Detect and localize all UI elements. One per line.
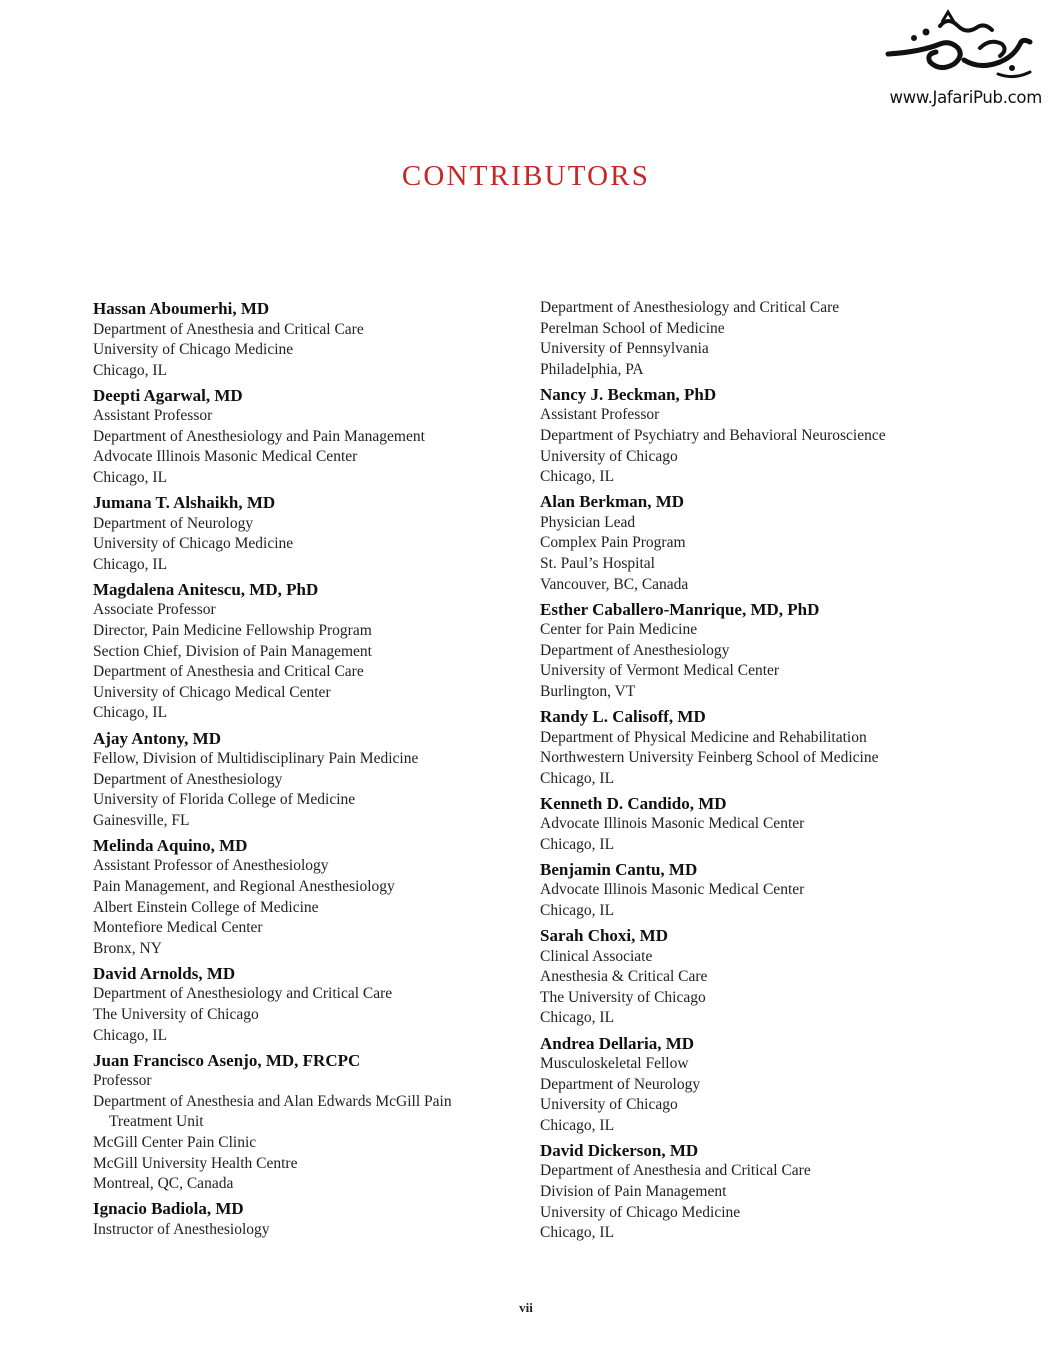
page-number: vii [519,1300,533,1315]
contributor-affiliation-line: Bronx, NY [93,939,162,957]
contributor-name: Jumana T. Alshaikh, MD [93,493,276,513]
contributor-entry [540,859,1010,922]
contributor-affiliation-line: McGill Center Pain Clinic [93,1133,257,1151]
contributor-name: Andrea Dellaria, MD [540,1033,695,1053]
contributor-affiliation-line: Assistant Professor of Anesthesiology [93,857,329,875]
contributor-affiliation-line: University of Chicago [540,1096,678,1114]
contributor-affiliation-line: Section Chief, Division of Pain Management [93,642,372,660]
contributor-affiliation-line: University of Pennsylvania [540,340,709,358]
contributor-name: Alan Berkman, MD [540,492,685,512]
contributor-affiliation-line: University of Chicago Medicine [93,341,294,359]
contributor-affiliation-line: Burlington, VT [540,682,636,700]
contributor-affiliation-line: Pain Management, and Regional Anesthesiology [93,877,395,895]
contributor-affiliation-line: Fellow, Division of Multidisciplinary Pain Medicine [93,750,419,767]
contributor-affiliation-line: Treatment Unit [109,1113,204,1131]
contributor-entry [93,579,523,724]
contributor-affiliation-line: Advocate Illinois Masonic Medical Center [93,448,358,466]
contributor-affiliation-line: Instructor of Anesthesiology [93,1220,270,1238]
contributor-entry [540,706,1010,789]
page-title: CONTRIBUTORS [401,160,651,192]
contributor-affiliation-line: Gainesville, FL [93,811,190,829]
contributor-affiliation-line: Musculoskeletal Fellow [540,1055,689,1073]
contributor-affiliation-line: Professor [93,1072,152,1090]
contributor-entry [93,298,523,381]
contributor-name: Esther Caballero-Manrique, MD, PhD [540,599,820,619]
contributor-affiliation-line: Physician Lead [540,513,636,531]
contributor-affiliation-line: Division of Pain Management [540,1183,727,1200]
contributor-affiliation-line: Complex Pain Program [540,534,686,552]
contributor-affiliation-line: University of Florida College of Medicine [93,791,356,809]
contributor-name: Deepti Agarwal, MD [93,385,243,405]
contributor-name: Hassan Aboumerhi, MD [93,299,270,318]
contributor-affiliation-line: Department of Physical Medicine and Rehabilitation [540,728,867,746]
contributor-name: David Dickerson, MD [540,1140,699,1160]
contributor-affiliation-line: Chicago, IL [540,1224,615,1242]
contributor-name: Ignacio Badiola, MD [93,1199,244,1219]
contributor-entry [540,1033,1010,1137]
contributor-name: Nancy J. Beckman, PhD [540,384,717,404]
contributor-entry [540,491,1010,595]
contributor-affiliation-line: St. Paul’s Hospital [540,554,655,572]
publisher-logo [876,8,1046,110]
contributor-entry [93,728,523,832]
contributor-entry [93,963,523,1046]
contributor-affiliation-line: Department of Anesthesiology and Critical Care [540,299,840,316]
contributor-affiliation-line: Associate Professor [93,601,216,619]
contributor-entry [93,385,523,489]
contributor-affiliation-line: Clinical Associate [540,947,653,965]
contributor-affiliation-line: Chicago, IL [540,902,615,920]
contributor-affiliation-line: University of Vermont Medical Center [540,662,780,680]
contributor-name: Benjamin Cantu, MD [540,859,698,879]
contributor-entry [93,492,523,575]
contributor-affiliation-line: Department of Anesthesia and Critical Care [540,1162,811,1180]
contributor-affiliation-line: University of Chicago Medicine [93,535,294,553]
contributor-name: Magdalena Anitescu, MD, PhD [93,579,319,599]
contributor-affiliation-line: Department of Anesthesia and Alan Edwards McGill Pain [93,1092,452,1110]
contributor-name: Kenneth D. Candido, MD [540,793,727,813]
contributor-affiliation-line: University of Chicago Medicine [540,1203,741,1221]
contributor-entry [93,1198,523,1240]
contributor-affiliation-line: Department of Psychiatry and Behavioral Neuroscience [540,426,886,444]
contributor-name: Randy L. Calisoff, MD [540,707,706,726]
contributor-affiliation-line: Northwestern University Feinberg School of Medicine [540,749,879,767]
contributor-name: Sarah Choxi, MD [540,926,668,946]
contributor-affiliation-line: Chicago, IL [540,468,615,486]
contributor-affiliation-line: Chicago, IL [93,555,168,573]
contributors-left-column [93,298,523,1244]
contributor-affiliation-line: Assistant Professor [93,407,213,425]
contributor-affiliation-line: Advocate Illinois Masonic Medical Center [540,815,805,833]
publisher-url[interactable]: www.JafariPub.com [889,88,1042,107]
contributor-affiliation-line: Assistant Professor [540,406,660,424]
contributor-affiliation-line: Anesthesia & Critical Care [540,968,708,986]
contributor-entry [93,1050,523,1195]
contributor-affiliation-line: Albert Einstein College of Medicine [93,898,319,916]
contributor-affiliation-line: Chicago, IL [540,1009,615,1027]
contributor-affiliation-line: Department of Anesthesia and Critical Care [93,320,364,338]
contributor-affiliation-line: Montefiore Medical Center [93,919,263,937]
contributor-affiliation-line: Chicago, IL [540,1116,615,1134]
contributor-entry [540,298,1010,380]
contributor-name: Juan Francisco Asenjo, MD, FRCPC [93,1050,361,1070]
contributor-affiliation-line: McGill University Health Centre [93,1154,298,1172]
contributor-name: Ajay Antony, MD [93,728,221,748]
contributor-affiliation-line: Department of Anesthesia and Critical Care [93,663,364,681]
contributor-entry [540,925,1010,1029]
contributors-right-column [540,298,1010,1247]
contributor-affiliation-line: Center for Pain Medicine [540,621,698,639]
contributor-affiliation-line: Chicago, IL [93,469,168,487]
contributor-name: Melinda Aquino, MD [93,835,248,855]
contributor-affiliation-line: Director, Pain Medicine Fellowship Program [93,622,372,640]
contributor-affiliation-line: Chicago, IL [540,835,615,853]
contributor-affiliation-line: Department of Anesthesiology [540,641,730,659]
contributor-affiliation-line: University of Chicago Medical Center [93,683,331,701]
contributor-entry [93,835,523,959]
contributor-affiliation-line: Montreal, QC, Canada [93,1175,234,1193]
contributor-affiliation-line: Department of Anesthesiology [93,770,283,788]
contributor-entry [540,793,1010,856]
contributor-affiliation-line: Chicago, IL [93,1026,168,1044]
contributor-affiliation-line: Chicago, IL [93,361,168,379]
contributor-affiliation-line: Department of Neurology [540,1075,701,1093]
calligraphy-logo-icon [880,8,1040,86]
contributor-affiliation-line: Chicago, IL [93,704,168,722]
contributor-affiliation-line: Department of Anesthesiology and Pain Management [93,427,425,445]
contributor-entry [540,384,1010,488]
contributor-affiliation-line: The University of Chicago [540,988,706,1006]
contributor-affiliation-line: Vancouver, BC, Canada [540,575,689,593]
contributor-affiliation-line: Department of Neurology [93,514,254,532]
contributor-entry [540,599,1010,703]
contributor-name: David Arnolds, MD [93,963,236,983]
contributor-affiliation-line: The University of Chicago [93,1005,259,1023]
contributor-entry [540,1140,1010,1244]
contributor-affiliation-line: Philadelphia, PA [540,360,644,378]
contributor-affiliation-line: Department of Anesthesiology and Critical Care [93,985,393,1003]
contributor-affiliation-line: University of Chicago [540,447,678,465]
contributor-affiliation-line: Chicago, IL [540,769,615,787]
contributor-affiliation-line: Perelman School of Medicine [540,319,725,337]
contributor-affiliation-line: Advocate Illinois Masonic Medical Center [540,881,805,899]
